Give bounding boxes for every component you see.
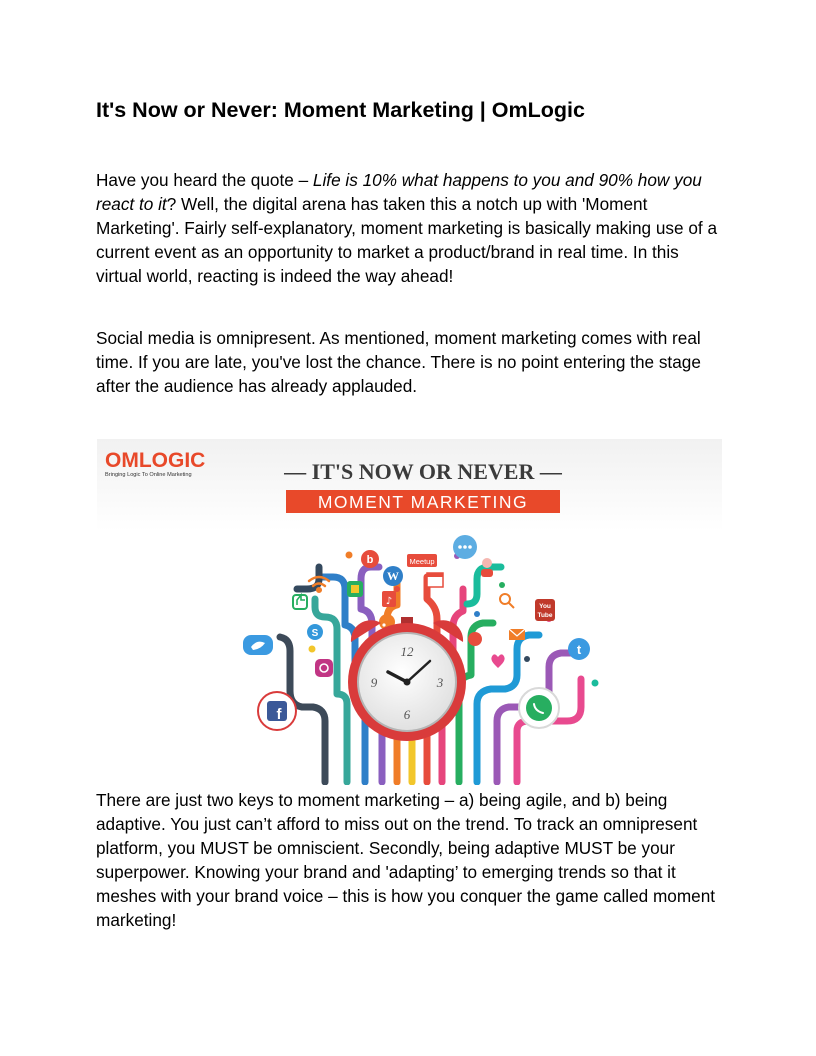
alarm-clock — [348, 617, 466, 741]
two-keys-paragraph: There are just two keys to moment marketing – a) being agile, and b) being adaptive. You just can’t afford to miss out on the trend. To track an omnipresent platform, you MUST be omniscient. Secondly, being adaptive MUST be your superpower. Knowing your brand and 'adapting’ to emerging trends so that it meshes with your brand voice – this is how you conquer the game called moment marketing! — [96, 790, 716, 930]
intro-paragraph — [96, 168, 722, 288]
blogger-icon — [361, 550, 379, 568]
clock-number-3: 3 — [436, 675, 444, 690]
wordpress-icon — [383, 566, 403, 586]
calendar-icon — [427, 573, 443, 587]
thumbs-up-icon — [293, 595, 307, 609]
clock-number-6: 6 — [403, 707, 411, 722]
skype-icon — [307, 624, 323, 640]
moment-marketing-banner — [97, 439, 722, 785]
chat-bubble-icon — [453, 535, 477, 559]
facebook-icon — [258, 692, 296, 730]
svg-text:You: You — [539, 603, 551, 610]
heart-icon — [491, 654, 504, 668]
banner-subheadline: MOMENT MARKETING — [317, 492, 529, 512]
clock-number-12: 12 — [400, 644, 414, 659]
twitter-icon — [568, 638, 590, 660]
youtube-icon — [535, 599, 555, 621]
svg-text:f: f — [276, 706, 282, 723]
music-icon — [382, 591, 396, 607]
twitter-bird-icon-left — [243, 635, 273, 655]
logo-tagline: Bringing Logic To Online Marketing — [105, 472, 192, 478]
intro-lead: Have you heard the quote – — [96, 170, 313, 190]
search-icon — [500, 594, 514, 608]
meetup-icon — [407, 554, 437, 567]
svg-text:♪: ♪ — [385, 596, 393, 607]
page-title: It's Now or Never: Moment Marketing | OmLogic — [96, 98, 585, 122]
clock-number-9: 9 — [370, 675, 378, 690]
quote-text: Life is 10% what happens to you and 90% how you react to it — [96, 170, 702, 214]
social-media-paragraph: Social media is omnipresent. As mentioned, moment marketing comes with real time. If you are late, you've lost the chance. There is no point entering the stage after the audience has already applauded. — [96, 328, 701, 396]
instagram-icon — [315, 659, 333, 677]
intro-rest: ? Well, the digital arena has taken this a notch up with 'Moment Marketing'. Fairly self-explanatory, moment marketing is basically making use of a current event as an opportunity to market a product/brand in real time. In this virtual world, reacting is indeed the way ahead! — [96, 194, 717, 286]
svg-text:W: W — [387, 569, 399, 583]
google-plus-icon — [347, 581, 363, 597]
svg-text:Tube: Tube — [537, 612, 553, 619]
svg-text:b: b — [366, 554, 374, 566]
svg-text:S: S — [311, 628, 319, 639]
banner-headline: — IT'S NOW OR NEVER — — [284, 459, 562, 484]
whatsapp-icon — [519, 688, 559, 728]
omlogic-logo: OMLOGIC — [105, 449, 206, 472]
svg-text:Meetup: Meetup — [409, 557, 435, 566]
svg-text:t: t — [576, 642, 582, 657]
mail-icon — [509, 629, 525, 640]
pinterest-icon — [468, 632, 482, 646]
